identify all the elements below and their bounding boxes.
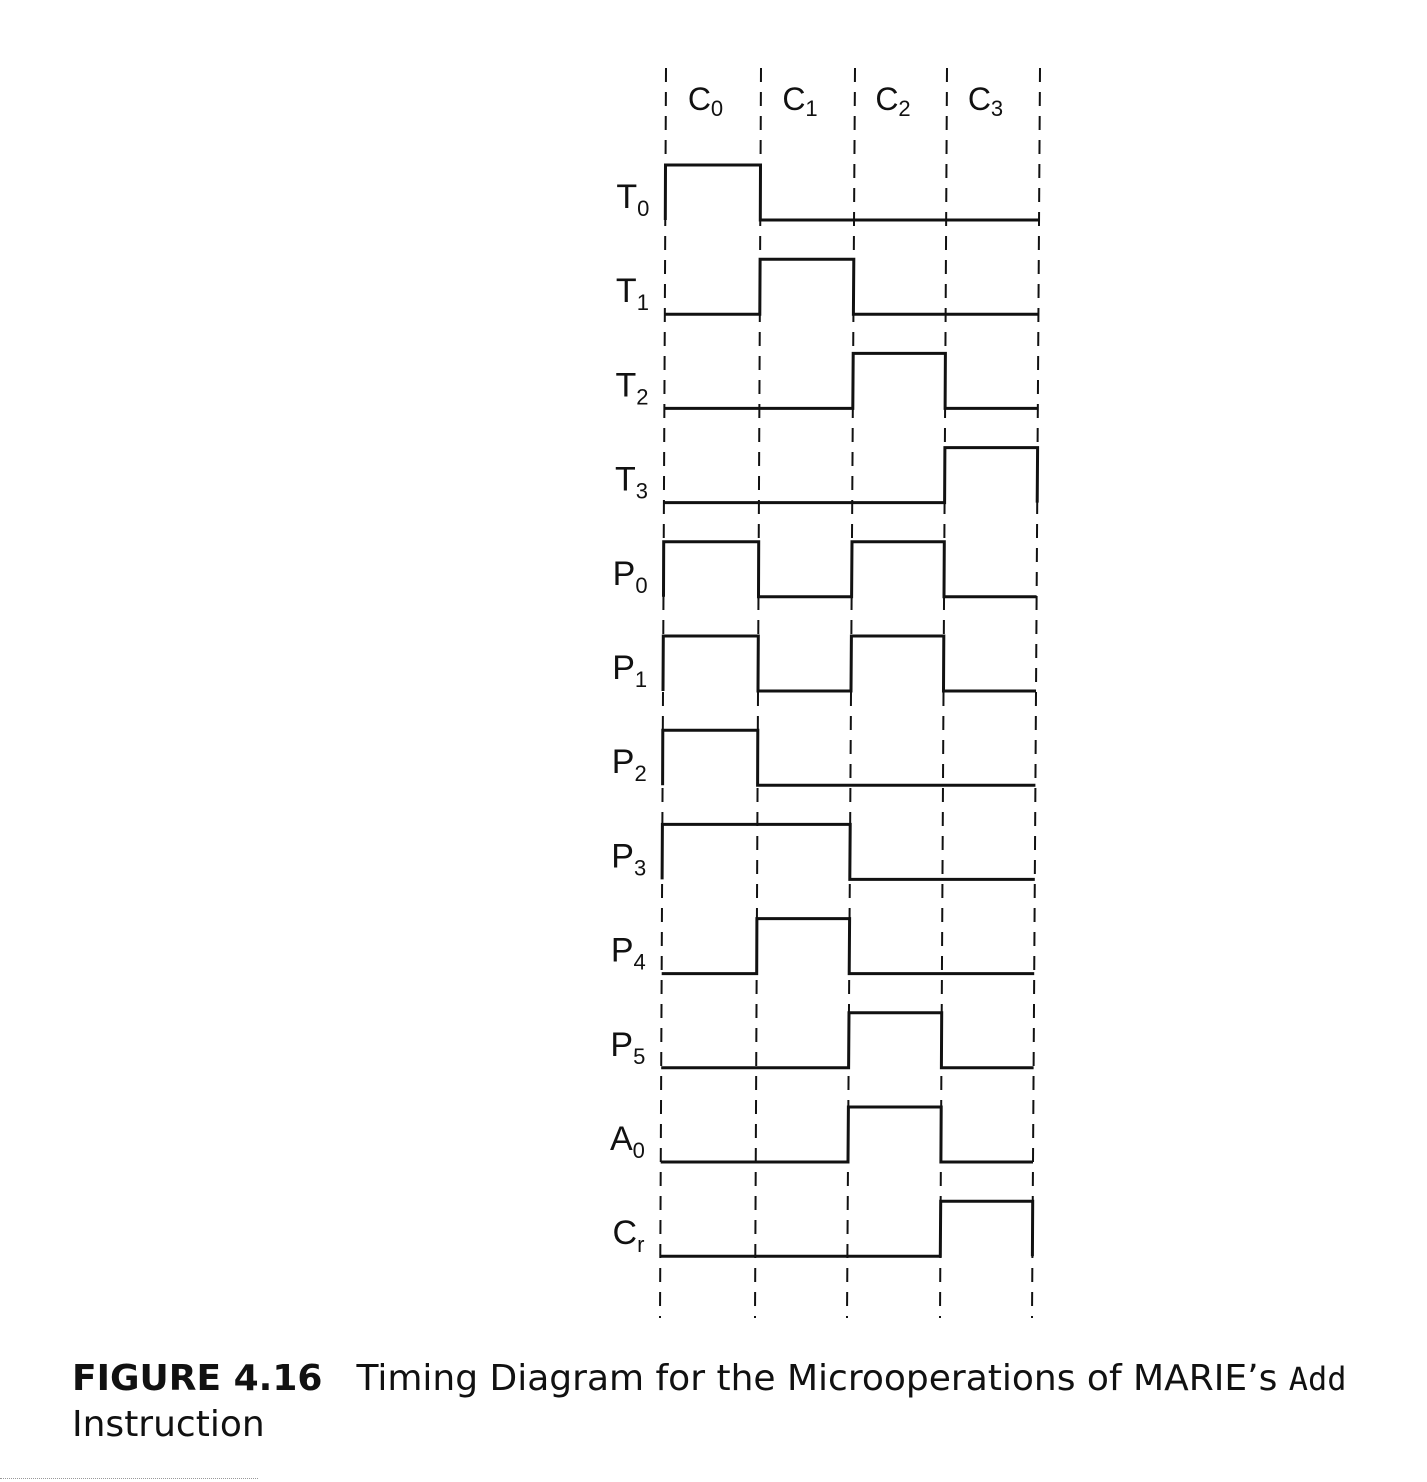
waveform-t1 [665, 259, 1039, 314]
signal-label-cr: $C_r$ [612, 1214, 645, 1258]
clock-label-c1: C1 [782, 81, 818, 121]
figure-number: FIGURE 4.16 [72, 1358, 323, 1399]
waveform-a0 [661, 1107, 1033, 1162]
figure-caption [72, 1356, 1412, 1448]
signal-waveforms [660, 165, 1039, 1256]
signal-label-p4: $P_4$ [610, 931, 646, 975]
signal-labels [610, 178, 649, 1257]
caption-text: Timing Diagram for the Microoperations of MARIE’s [356, 1358, 1289, 1399]
waveform-t0 [665, 165, 1039, 220]
waveform-p5 [661, 1013, 1033, 1068]
caption-text-end: Instruction [72, 1404, 265, 1445]
signal-label-p5: $P_5$ [610, 1025, 646, 1069]
clock-cycle-labels [688, 81, 1003, 121]
signal-label-p2: $P_2$ [611, 743, 647, 787]
cycle-divider-line [1032, 68, 1040, 1318]
caption-code-word: Add [1288, 1360, 1347, 1398]
clock-label-c3: C3 [967, 81, 1004, 121]
clock-label-c0: C0 [687, 81, 724, 121]
waveform-p0 [664, 542, 1037, 597]
waveform-p4 [662, 919, 1034, 974]
signal-label-a0: $A_0$ [609, 1120, 645, 1163]
waveform-t3 [664, 448, 1038, 503]
waveform-p2 [663, 730, 1036, 785]
waveform-p3 [662, 824, 1035, 879]
signal-label-t0: $T_0$ [616, 178, 650, 221]
waveform-t2 [664, 353, 1037, 408]
signal-label-p1: $P_1$ [612, 649, 648, 692]
clock-label-c2: C2 [875, 81, 911, 121]
footer-rule [0, 1478, 258, 1479]
signal-label-t1: $T_1$ [615, 272, 649, 316]
signal-label-t3: $T_3$ [615, 460, 649, 504]
clock-cycle-dividers [660, 68, 1040, 1318]
signal-label-p0: $P_0$ [612, 554, 648, 598]
signal-label-p3: $P_3$ [611, 837, 647, 881]
cycle-divider-line [660, 68, 666, 1318]
cycle-divider-line [755, 68, 761, 1318]
signal-label-t2: $T_2$ [615, 366, 649, 410]
waveform-p1 [663, 636, 1036, 691]
